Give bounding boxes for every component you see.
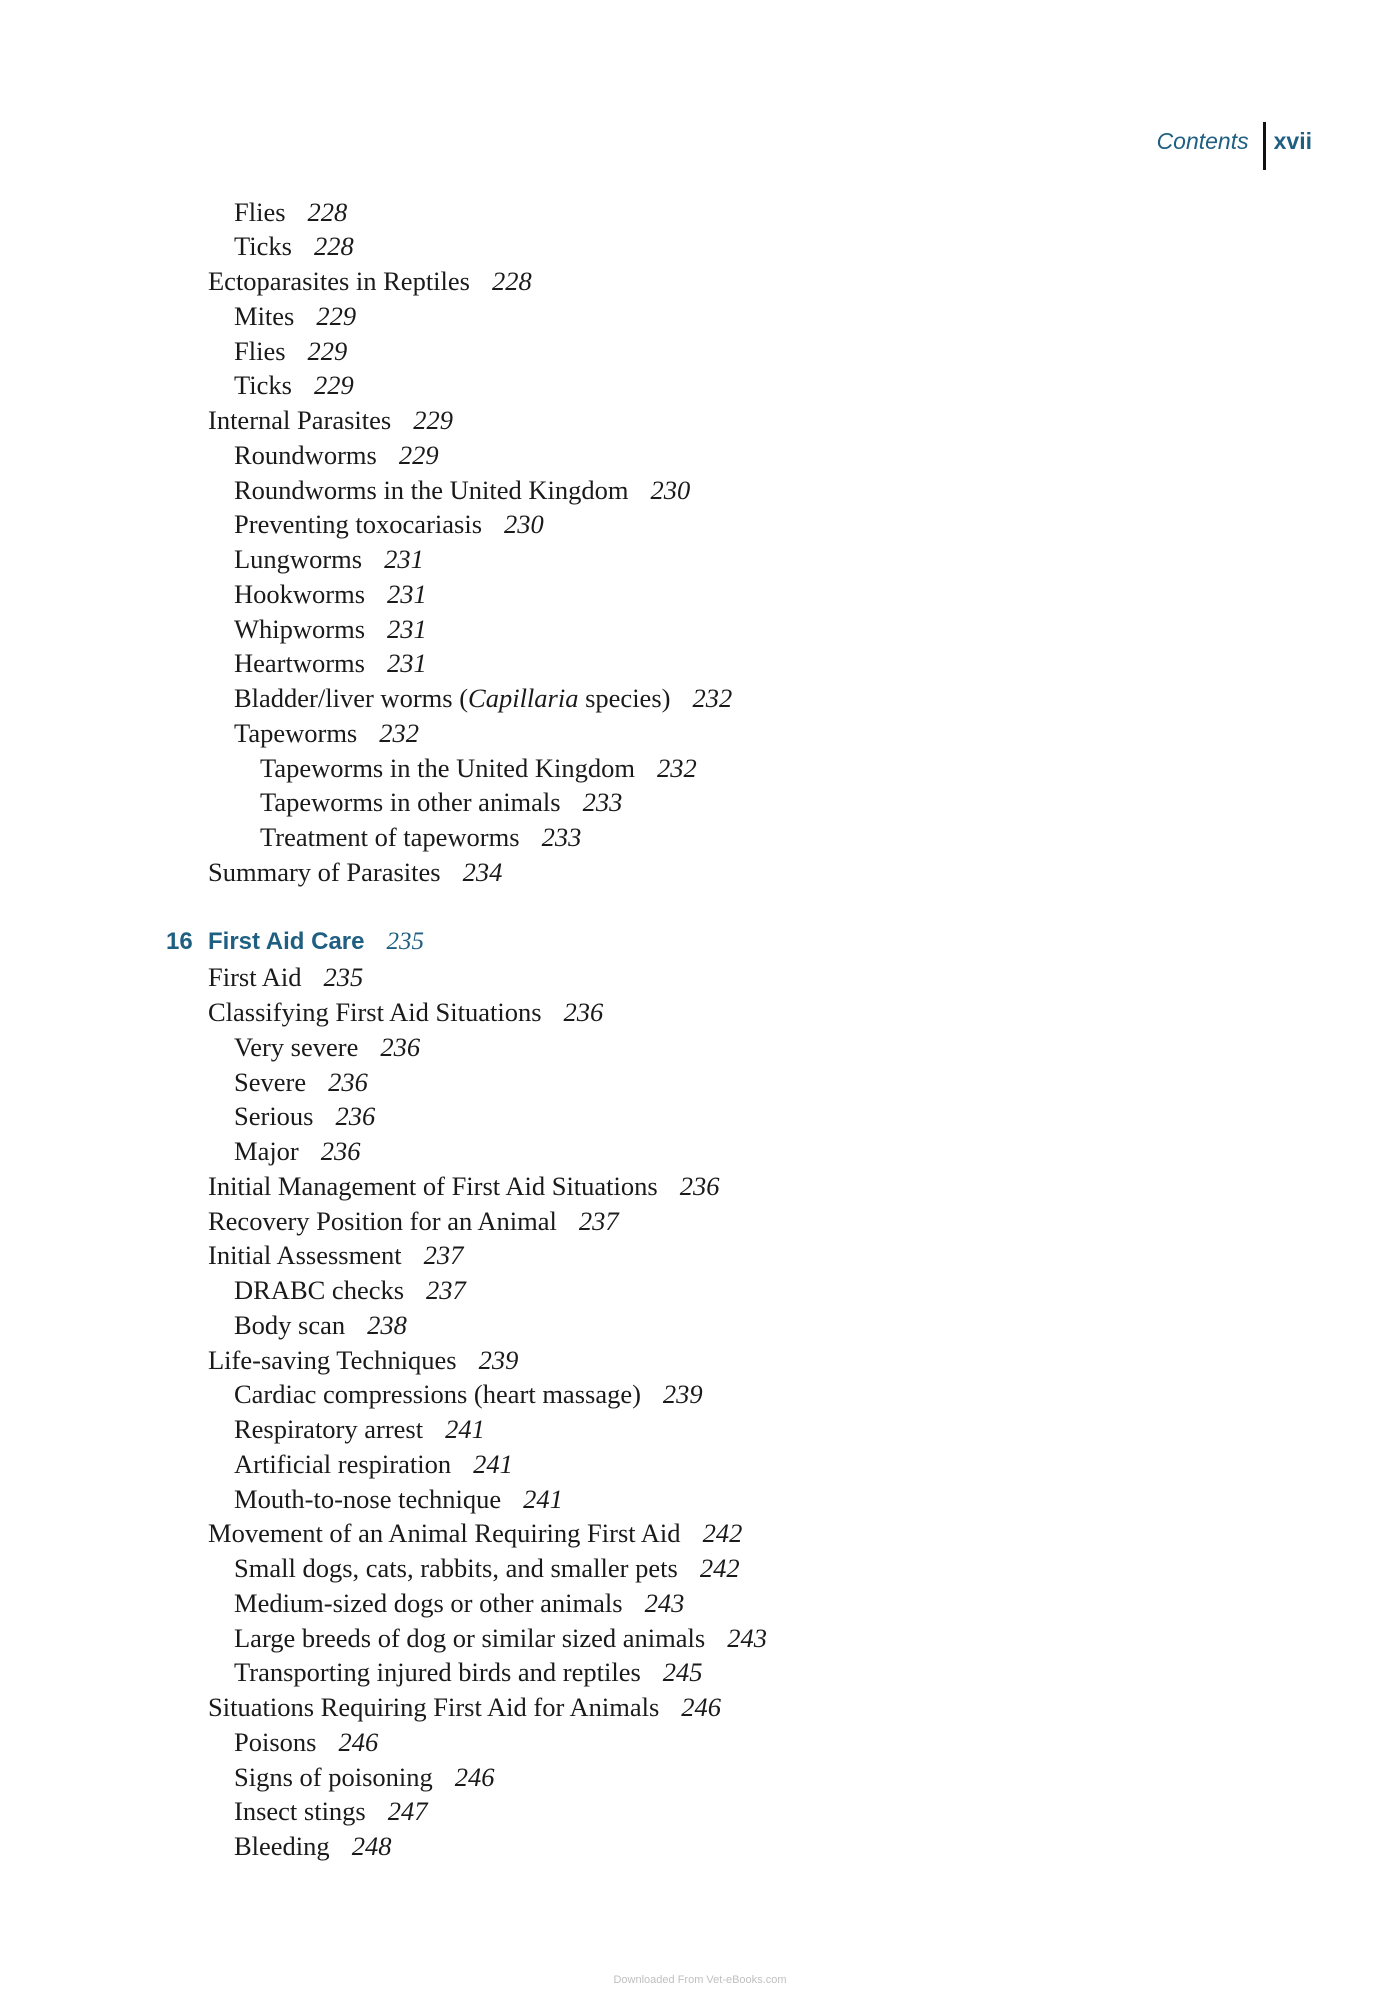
toc-entry bbox=[234, 1726, 378, 1758]
toc-entry bbox=[208, 265, 532, 297]
toc-entry-page: 243 bbox=[644, 1588, 685, 1618]
toc-entry bbox=[234, 1031, 420, 1063]
toc-entry bbox=[234, 1795, 428, 1827]
toc-entry-page: 241 bbox=[473, 1449, 513, 1479]
toc-entry bbox=[208, 1344, 518, 1376]
toc-entry-title: Tapeworms in other animals bbox=[260, 787, 561, 817]
chapter-heading bbox=[166, 926, 424, 958]
toc-entry-title: Respiratory arrest bbox=[234, 1414, 424, 1444]
toc-entry-title: Insect stings bbox=[234, 1796, 366, 1826]
toc-entry-title: Recovery Position for an Animal bbox=[208, 1206, 557, 1236]
toc-entry-page: 243 bbox=[727, 1623, 767, 1653]
toc-entry-title: Lungworms bbox=[234, 544, 363, 574]
toc-entry bbox=[234, 1413, 485, 1445]
toc-entry bbox=[234, 717, 419, 749]
toc-entry-title: DRABC checks bbox=[234, 1275, 405, 1305]
toc-entry-page: 247 bbox=[387, 1796, 428, 1826]
toc-entry bbox=[234, 230, 354, 262]
chapter-title: First Aid Care bbox=[208, 928, 365, 955]
toc-entry-page: 231 bbox=[387, 648, 427, 678]
toc-entry bbox=[260, 786, 622, 818]
toc-entry-page: 228 bbox=[492, 266, 532, 296]
toc-entry-page: 233 bbox=[582, 787, 623, 817]
toc-entry-title: Medium-sized dogs or other animals bbox=[234, 1588, 623, 1618]
toc-entry-title: Classifying First Aid Situations bbox=[208, 997, 542, 1027]
page-number: xvii bbox=[1273, 128, 1312, 154]
toc-entry-title: Situations Requiring First Aid for Animals bbox=[208, 1692, 660, 1722]
toc-entry-page: 239 bbox=[662, 1379, 703, 1409]
toc-entry-page: 242 bbox=[702, 1518, 743, 1548]
toc-entry-title: Ticks bbox=[234, 231, 292, 261]
toc-entry-title: Mites bbox=[234, 301, 295, 331]
toc-entry-title-before: Bladder/liver worms ( bbox=[234, 683, 469, 713]
toc-entry-title: Very severe bbox=[234, 1032, 359, 1062]
toc-entry-title: Initial Assessment bbox=[208, 1240, 402, 1270]
toc-entry-page: 230 bbox=[504, 509, 544, 539]
toc-entry bbox=[234, 300, 356, 332]
toc-entry bbox=[234, 1309, 407, 1341]
toc-entry-title: Hookworms bbox=[234, 579, 366, 609]
toc-entry-page: 231 bbox=[384, 544, 424, 574]
toc-entry bbox=[208, 961, 363, 993]
toc-entry-page: 245 bbox=[662, 1657, 703, 1687]
toc-entry bbox=[234, 1378, 703, 1410]
toc-entry-title: Roundworms bbox=[234, 440, 377, 470]
toc-entry-page: 248 bbox=[351, 1831, 392, 1861]
toc-entry bbox=[208, 1239, 463, 1271]
toc-entry bbox=[234, 1483, 563, 1515]
toc-entry-title: Initial Management of First Aid Situations bbox=[208, 1171, 658, 1201]
toc-entry-page: 233 bbox=[541, 822, 582, 852]
toc-entry-title: Treatment of tapeworms bbox=[260, 822, 520, 852]
toc-entry-page: 229 bbox=[413, 405, 453, 435]
toc-entry-page: 229 bbox=[316, 301, 357, 331]
toc-entry bbox=[234, 1656, 703, 1688]
toc-entry-page: 230 bbox=[650, 475, 691, 505]
toc-entry-title: Life-saving Techniques bbox=[208, 1345, 457, 1375]
toc-entry bbox=[234, 439, 439, 471]
toc-entry-page: 229 bbox=[398, 440, 439, 470]
toc-entry bbox=[208, 1170, 719, 1202]
download-watermark: Downloaded From Vet-eBooks.com bbox=[613, 1974, 787, 1986]
toc-entry-page: 236 bbox=[380, 1032, 421, 1062]
toc-entry-page: 236 bbox=[320, 1136, 361, 1166]
toc-entry-page: 232 bbox=[656, 753, 697, 783]
toc-entry-title: Preventing toxocariasis bbox=[234, 509, 483, 539]
toc-entry-title: Transporting injured birds and reptiles bbox=[234, 1657, 641, 1687]
toc-entry-title: Serious bbox=[234, 1101, 314, 1131]
toc-entry bbox=[234, 474, 690, 506]
toc-entry bbox=[234, 1587, 684, 1619]
toc-entry-page: 232 bbox=[692, 683, 733, 713]
toc-entry bbox=[234, 1135, 361, 1167]
toc-entry bbox=[234, 1066, 368, 1098]
toc-entry-title: Large breeds of dog or similar sized animals bbox=[234, 1623, 706, 1653]
toc-entry-page: 237 bbox=[423, 1240, 464, 1270]
toc-entry bbox=[234, 1622, 767, 1654]
toc-entry-page: 228 bbox=[313, 231, 354, 261]
toc-entry-page: 229 bbox=[307, 336, 348, 366]
toc-entry-page: 236 bbox=[679, 1171, 720, 1201]
toc-entry-title: Heartworms bbox=[234, 648, 365, 678]
toc-entry-page: 236 bbox=[563, 997, 604, 1027]
toc-entry-page: 228 bbox=[307, 197, 348, 227]
toc-entry bbox=[208, 1691, 721, 1723]
toc-entry-title: Flies bbox=[234, 336, 286, 366]
toc-entry bbox=[234, 1830, 391, 1862]
toc-entry-page: 232 bbox=[379, 718, 419, 748]
toc-entry bbox=[234, 613, 427, 645]
chapter-page: 235 bbox=[386, 928, 424, 955]
running-head-section: Contents bbox=[1156, 128, 1249, 154]
toc-entry-page: 236 bbox=[328, 1067, 368, 1097]
toc-entry bbox=[208, 1205, 619, 1237]
toc-entry-page: 236 bbox=[335, 1101, 376, 1131]
toc-entry-title: Poisons bbox=[234, 1727, 317, 1757]
toc-entry bbox=[234, 1274, 466, 1306]
toc-entry-title: Body scan bbox=[234, 1310, 346, 1340]
chapter-number: 16 bbox=[166, 928, 193, 955]
toc-entry-page: 241 bbox=[523, 1484, 563, 1514]
toc-entry bbox=[208, 856, 502, 888]
toc-entry-page: 239 bbox=[478, 1345, 519, 1375]
toc-entry-title: Movement of an Animal Requiring First Aid bbox=[208, 1518, 681, 1548]
toc-entry-title: Small dogs, cats, rabbits, and smaller pets bbox=[234, 1553, 678, 1583]
toc-entry-page: 231 bbox=[387, 579, 427, 609]
toc-entry-title: First Aid bbox=[208, 962, 302, 992]
toc-entry-page: 234 bbox=[462, 857, 503, 887]
toc-entry-title: Cardiac compressions (heart massage) bbox=[234, 1379, 641, 1409]
toc-entry-title: Flies bbox=[234, 197, 286, 227]
toc-entry bbox=[260, 752, 697, 784]
toc-entry-title: Tapeworms in the United Kingdom bbox=[260, 753, 635, 783]
toc-entry bbox=[208, 404, 453, 436]
toc-entry bbox=[234, 543, 424, 575]
toc-entry-title: Ticks bbox=[234, 370, 292, 400]
toc-entry-title: Roundworms in the United Kingdom bbox=[234, 475, 629, 505]
toc-entry-title: Bleeding bbox=[234, 1831, 330, 1861]
toc-entry-title: Mouth-to-nose technique bbox=[234, 1484, 502, 1514]
toc-entry bbox=[234, 1761, 495, 1793]
running-head bbox=[1157, 122, 1312, 170]
toc-entry-page: 238 bbox=[367, 1310, 407, 1340]
toc-entry-page: 235 bbox=[323, 962, 364, 992]
toc-entry-title: Major bbox=[234, 1136, 299, 1166]
toc-entry-title: Tapeworms bbox=[234, 718, 358, 748]
toc-entry bbox=[234, 578, 427, 610]
toc-entry bbox=[234, 1448, 513, 1480]
toc-entry bbox=[234, 508, 544, 540]
toc-entry-title: Summary of Parasites bbox=[208, 857, 441, 887]
toc-entry-page: 237 bbox=[578, 1206, 619, 1236]
toc-entry-page: 246 bbox=[681, 1692, 722, 1722]
toc-entry bbox=[234, 369, 354, 401]
toc-entry-title: Whipworms bbox=[234, 614, 366, 644]
toc-entry-page: 231 bbox=[387, 614, 427, 644]
toc-entry bbox=[234, 196, 347, 228]
toc-entry-page: 237 bbox=[426, 1275, 466, 1305]
toc-entry-title-after: species) bbox=[578, 683, 671, 713]
toc-entry-page: 241 bbox=[445, 1414, 485, 1444]
toc-entry-title-italic: Capillaria bbox=[468, 683, 579, 713]
toc-entry bbox=[234, 335, 347, 367]
toc-entry bbox=[208, 1517, 742, 1549]
toc-entry-title: Artificial respiration bbox=[234, 1449, 452, 1479]
toc-entry-title: Severe bbox=[234, 1067, 307, 1097]
toc-entry bbox=[234, 682, 732, 714]
toc-entry bbox=[234, 1100, 375, 1132]
toc-entry bbox=[260, 821, 581, 853]
toc-entry-page: 246 bbox=[338, 1727, 379, 1757]
toc-entry bbox=[208, 996, 603, 1028]
toc-entry-page: 242 bbox=[699, 1553, 740, 1583]
toc-entry-title: Internal Parasites bbox=[208, 405, 392, 435]
toc-entry bbox=[234, 647, 427, 679]
toc-entry-title: Signs of poisoning bbox=[234, 1762, 433, 1792]
toc-entry-page: 229 bbox=[313, 370, 354, 400]
toc-entry bbox=[234, 1552, 740, 1584]
toc-entry-page: 246 bbox=[454, 1762, 495, 1792]
toc-entry-title: Ectoparasites in Reptiles bbox=[208, 266, 470, 296]
